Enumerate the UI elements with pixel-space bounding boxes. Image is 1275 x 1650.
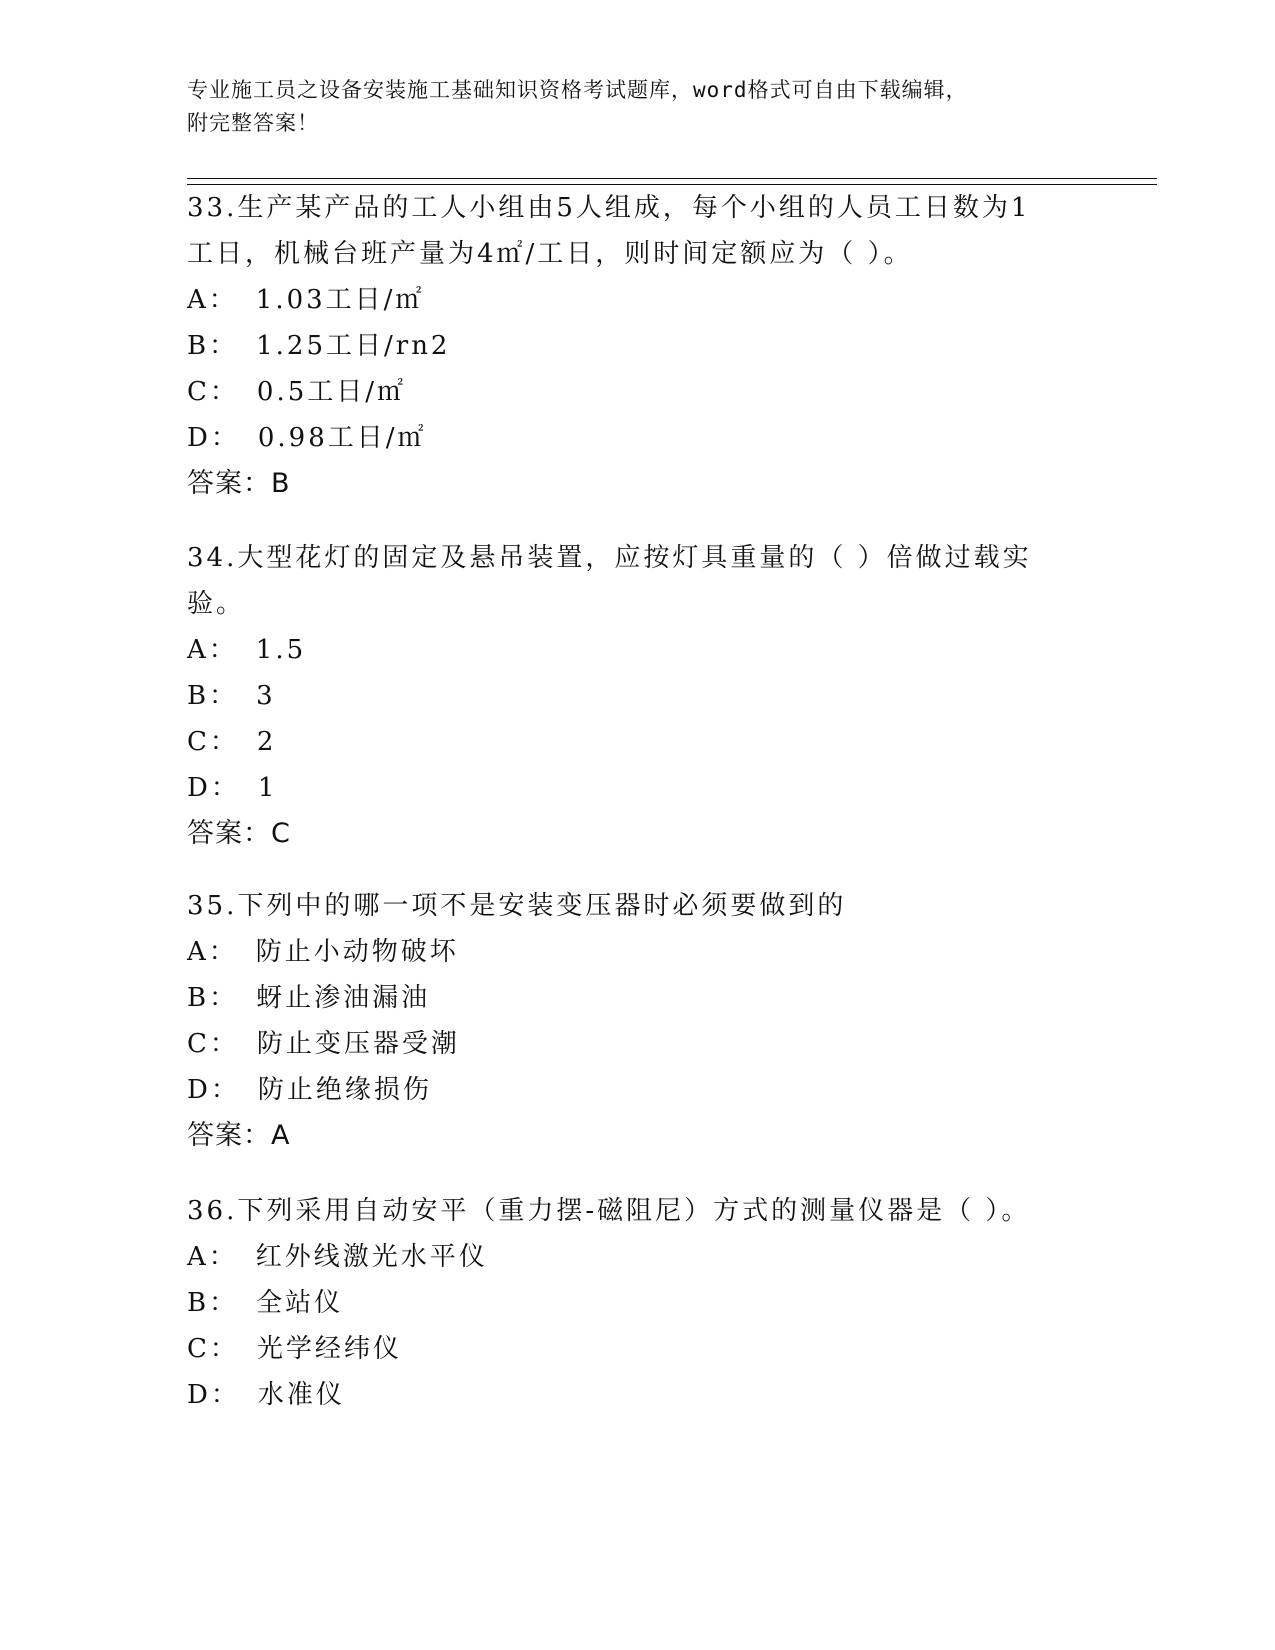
option-text: 3 <box>256 681 276 711</box>
option-text: 1.5 <box>255 635 307 665</box>
option-a <box>187 277 1087 323</box>
option-key: C： <box>187 1334 239 1364</box>
question-stem: 33.生产某产品的工人小组由5人组成，每个小组的人员工日数为1工日，机械台班产量为4㎡/工日，则时间定额应为（ ）。 <box>187 193 1031 269</box>
question-35 <box>187 883 1087 1159</box>
option-text: 2 <box>256 727 277 757</box>
answer-label: 答案：C <box>187 818 291 849</box>
option-key: C： <box>187 1029 239 1059</box>
header-line-2: 附完整答案！ <box>187 111 319 135</box>
option-c <box>187 1326 1087 1372</box>
option-text: 光学经纬仪 <box>256 1334 402 1364</box>
option-key: B： <box>187 983 239 1013</box>
option-b <box>187 975 1087 1021</box>
option-b <box>187 323 1087 369</box>
option-key: D： <box>187 773 240 803</box>
option-key: A： <box>187 1242 238 1272</box>
question-stem: 35.下列中的哪一项不是安装变压器时必须要做到的 <box>187 891 847 921</box>
option-a <box>187 929 1087 975</box>
option-b <box>187 1280 1087 1326</box>
option-key: D： <box>187 1380 240 1410</box>
option-b <box>187 673 1087 719</box>
answer-label: 答案：A <box>187 1120 291 1151</box>
option-text: 防止绝缘损伤 <box>257 1075 432 1105</box>
option-d <box>187 1372 1087 1418</box>
option-key: B： <box>187 1288 239 1318</box>
option-text: 0.98工日/㎡ <box>257 423 427 453</box>
option-text: 0.5工日/㎡ <box>256 377 407 407</box>
option-text: 1.03工日/㎡ <box>255 285 425 315</box>
option-key: D： <box>187 1075 240 1105</box>
option-text: 全站仪 <box>256 1288 344 1318</box>
question-33 <box>187 185 1087 507</box>
option-text: 防止变压器受潮 <box>256 1029 460 1059</box>
header-double-rule <box>187 178 1157 185</box>
option-text: 水准仪 <box>257 1380 345 1410</box>
option-text: 蚜止渗油漏油 <box>256 983 431 1013</box>
option-key: C： <box>187 727 239 757</box>
option-key: A： <box>187 285 238 315</box>
question-36 <box>187 1188 1087 1418</box>
option-d <box>187 415 1087 461</box>
question-stem: 36.下列采用自动安平（重力摆-磁阻尼）方式的测量仪器是（ ）。 <box>187 1196 1031 1226</box>
option-key: C： <box>187 377 239 407</box>
option-text: 1.25工日/rn2 <box>256 331 451 361</box>
option-text: 红外线激光水平仪 <box>255 1242 488 1272</box>
header-line-1: 专业施工员之设备安装施工基础知识资格考试题库，word格式可自由下载编辑， <box>187 78 968 102</box>
option-key: B： <box>187 331 239 361</box>
option-a <box>187 1234 1087 1280</box>
option-key: B： <box>187 681 239 711</box>
document-header-note <box>187 74 1067 140</box>
option-d <box>187 1067 1087 1113</box>
option-key: A： <box>187 937 238 967</box>
answer-label: 答案：B <box>187 468 291 499</box>
option-text: 1 <box>257 773 278 803</box>
option-key: D： <box>187 423 240 453</box>
question-stem: 34.大型花灯的固定及悬吊装置，应按灯具重量的（ ）倍做过载实验。 <box>187 543 1032 619</box>
question-34 <box>187 535 1087 857</box>
option-c <box>187 369 1087 415</box>
option-a <box>187 627 1087 673</box>
option-text: 防止小动物破坏 <box>255 937 459 967</box>
option-d <box>187 765 1087 811</box>
option-c <box>187 719 1087 765</box>
option-key: A： <box>187 635 238 665</box>
option-c <box>187 1021 1087 1067</box>
